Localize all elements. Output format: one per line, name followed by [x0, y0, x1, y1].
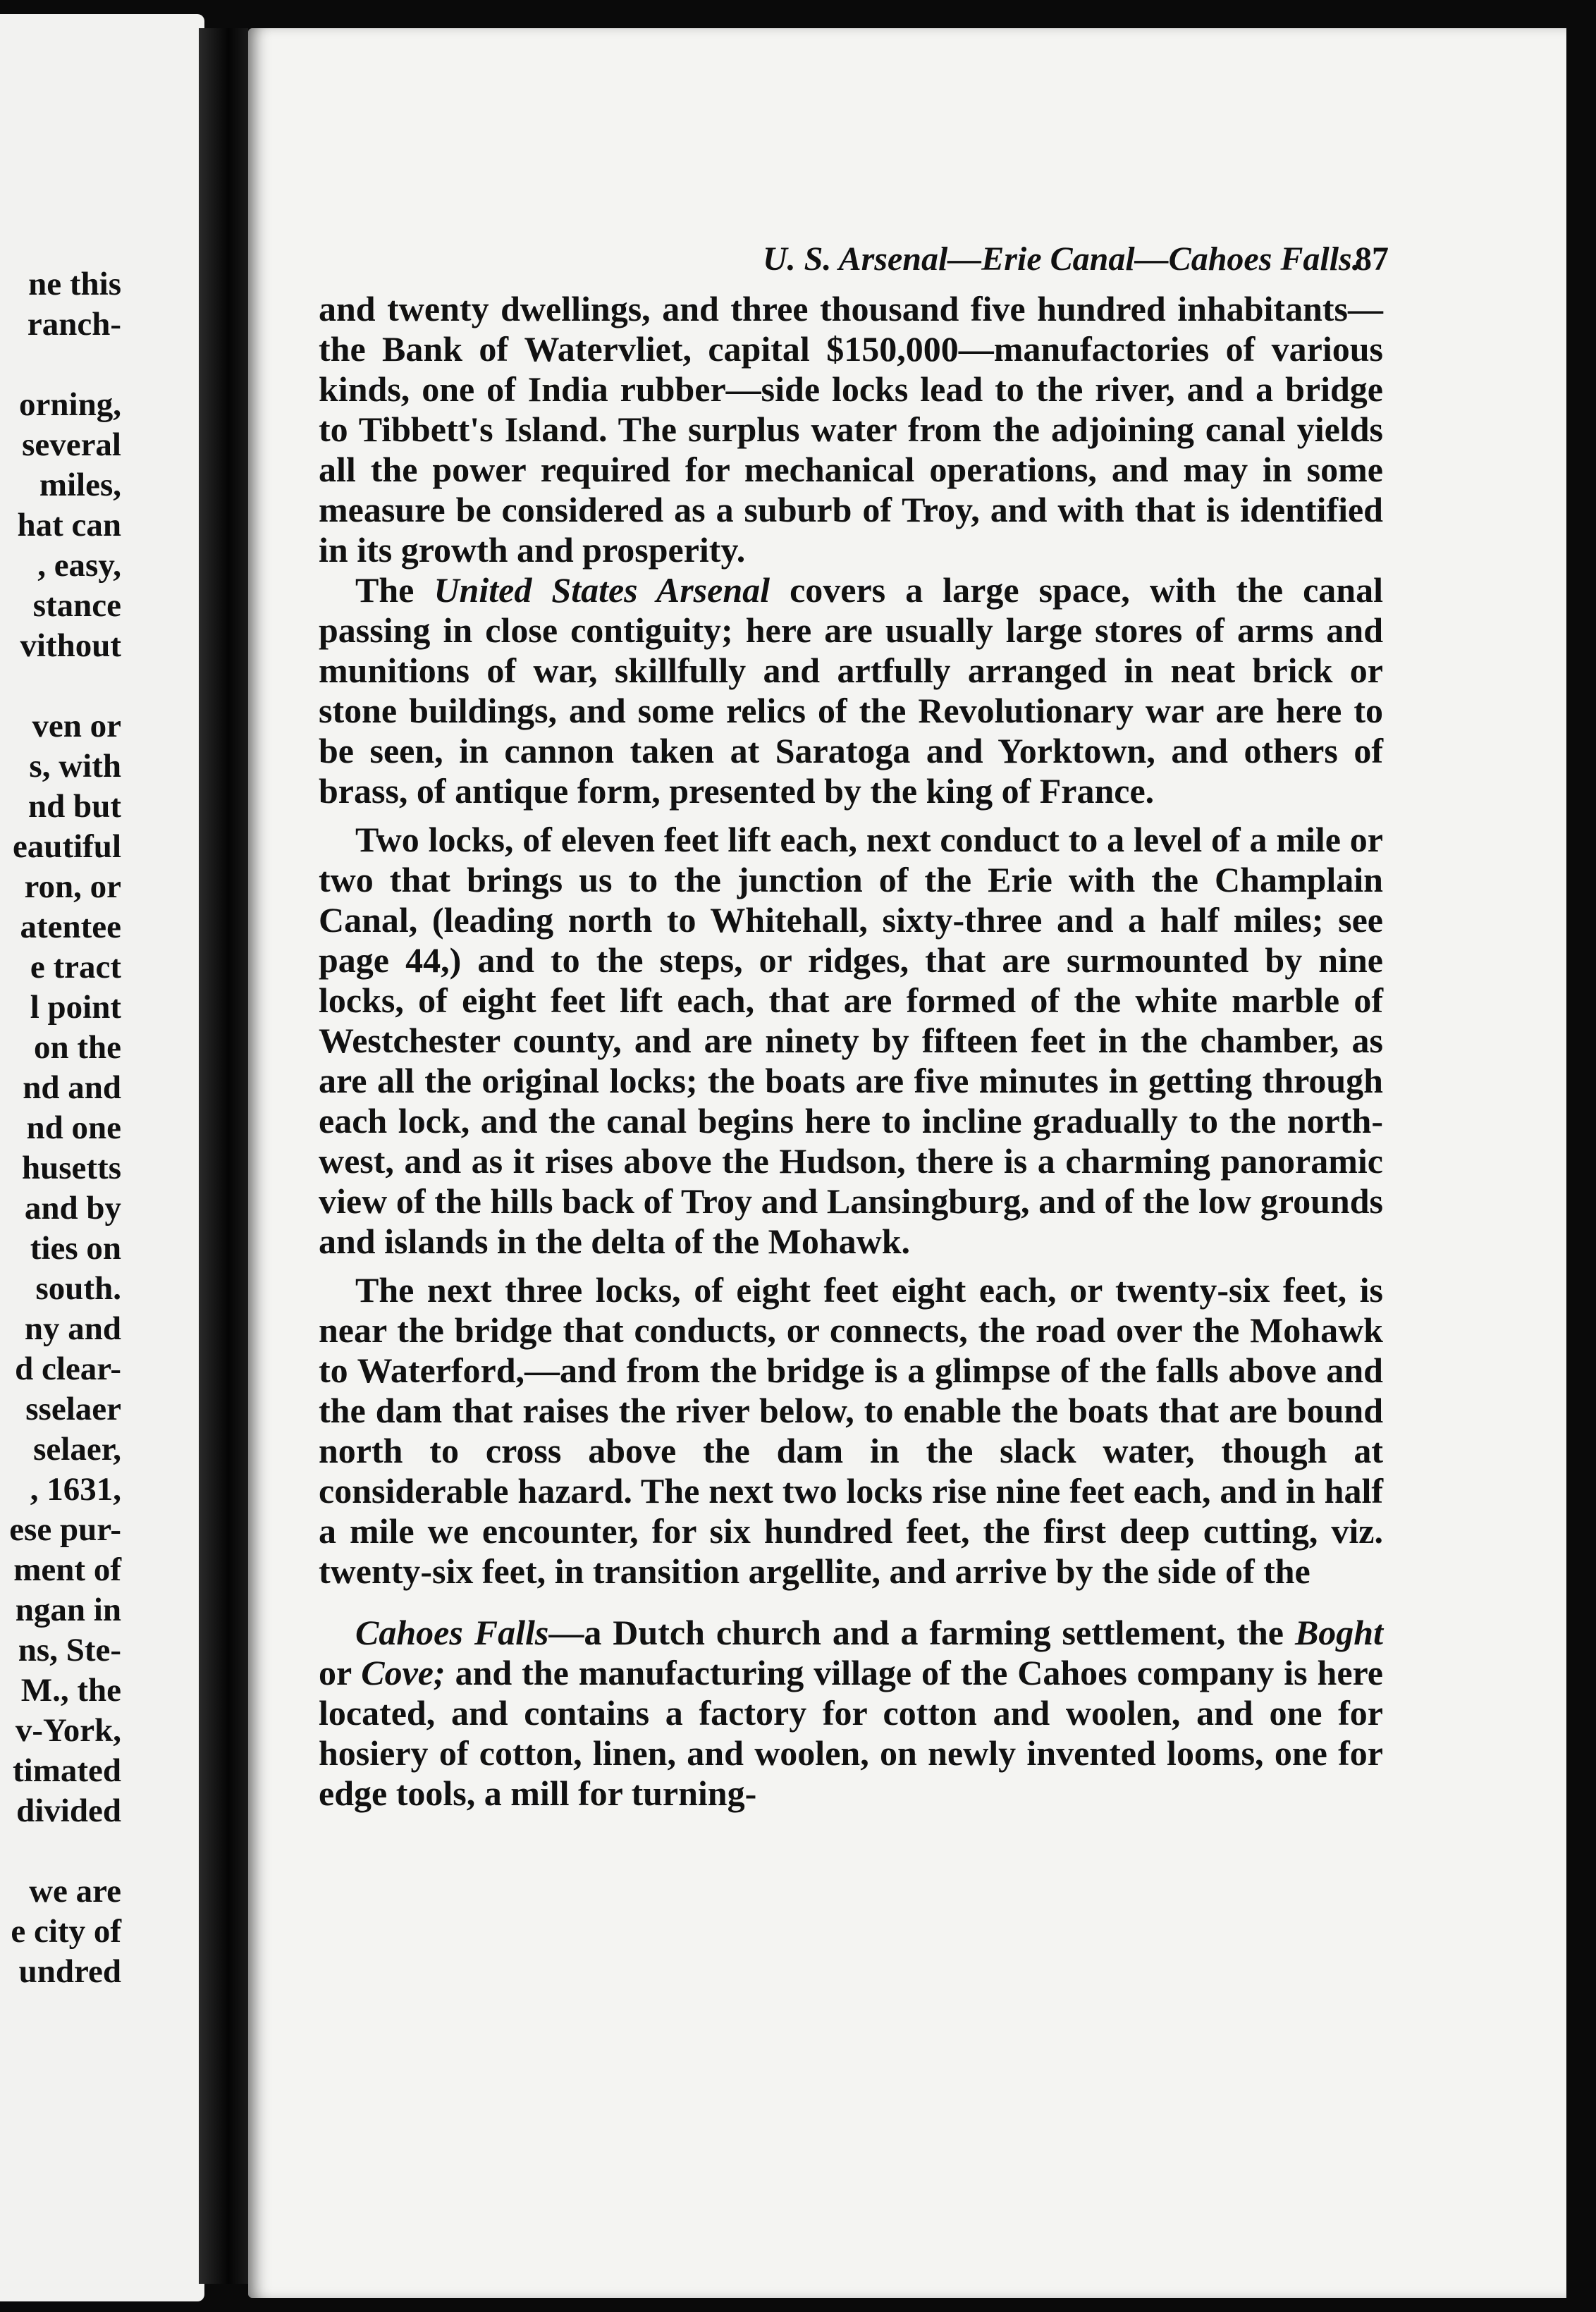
left-page-text-fragment: selaer,: [33, 1431, 121, 1468]
left-page-text-fragment: M., the: [20, 1672, 121, 1709]
left-page-text-fragment: , 1631,: [30, 1471, 121, 1508]
left-page-text-fragment: divided: [16, 1793, 121, 1829]
left-page-text-fragment: l point: [30, 989, 121, 1026]
para5-text-1: —a Dutch church and a farming settlement, the: [548, 1613, 1295, 1652]
left-page-text-fragment: nd and: [23, 1069, 121, 1106]
left-page-text-fragment: ny and: [24, 1310, 121, 1347]
left-page-text-fragment: ties on: [30, 1230, 121, 1267]
left-page-text-fragment: e city of: [11, 1913, 121, 1950]
left-page-text-fragment: , easy,: [37, 547, 121, 584]
left-page-text-fragment: stance: [32, 587, 121, 624]
paragraph-4: The next three locks, of eight feet eight each, or twenty-six feet, is near the bridge that conducts, or connects, the road over the Mohawk to Waterford,—and from the bridge is a glimpse of the falls above and the dam that raises the river below, to enable the boats that are bound north to cross above the dam in the slack water, though at considerable hazard. The next two locks rise nine feet each, and in half a mile we encounter, for six hundred feet, the first deep cutting, viz. twenty-six feet, in transition argellite, and arrive by the side of the: [319, 1270, 1383, 1591]
right-page: [248, 28, 1566, 2298]
left-page-text-fragment: several: [22, 426, 121, 463]
body-text: [319, 289, 1383, 1814]
left-page-text-fragment: husetts: [21, 1150, 121, 1186]
left-page-text-fragment: s, with: [29, 748, 121, 785]
left-page-text-fragment: ranch-: [27, 306, 121, 343]
left-page-text-fragment: sselaer: [25, 1391, 121, 1427]
left-page-text-fragment: ven or: [32, 708, 121, 744]
para5-text-2: or: [319, 1653, 362, 1692]
left-page-text-fragment: d clear-: [15, 1351, 121, 1387]
left-page-text-fragment: ron, or: [24, 868, 121, 905]
left-page-text-fragment: orning,: [19, 386, 121, 423]
paragraph-5: [319, 1613, 1383, 1814]
left-page-text-fragment: v-York,: [15, 1712, 121, 1749]
paragraph-3: Two locks, of eleven feet lift each, next conduct to a level of a mile or two that brings us to the junction of the Erie with the Champlain Canal, (leading north to Whitehall, sixty-three and a half miles; see page 44,) and to the steps, or ridges, that are surmounted by nine locks, of eight feet lift each, that are formed of the white marble of Westchester county, and are ninety by fifteen feet in the chamber, as are all the original locks; the boats are five minutes in getting through each lock, and the canal begins here to incline gradually to the north-west, and as it rises above the Hudson, there is a charming panoramic view of the hills back of Troy and Lansingburg, and of the low grounds and islands in the delta of the Mohawk.: [319, 820, 1383, 1261]
left-page-text-fragment: atentee: [20, 909, 121, 945]
left-page-text-fragment: on the: [33, 1029, 121, 1066]
left-page-text-fragment: and by: [24, 1190, 121, 1226]
left-page-text-fragment: ne this: [28, 266, 121, 302]
paragraph-1: and twenty dwellings, and three thousand five hundred inhabitants—the Bank of Watervliet, capital $150,000—manufactories of various kinds, one of India rubber—side locks lead to the river, and a bridge to Tibbett's Island. The surplus water from the adjoining canal yields all the power required for mechanical operations, and may in some measure be considered as a suburb of Troy, and with that is identified in its growth and prosperity.: [319, 289, 1383, 570]
running-head: U. S. Arsenal—Erie Canal—Cahoes Falls.: [763, 240, 1361, 278]
left-page-text-fragment: e tract: [30, 949, 121, 985]
left-page: [0, 14, 204, 2301]
left-page-text-fragment: vithout: [20, 627, 121, 664]
left-page-text-fragment: ns, Ste-: [18, 1632, 121, 1668]
para5-italic-cove: Cove;: [361, 1653, 446, 1692]
left-page-text-fragment: south.: [35, 1270, 121, 1307]
left-page-text-fragment: eautiful: [12, 828, 121, 865]
page-number: 87: [1355, 240, 1389, 278]
left-page-text-fragment: ment of: [13, 1551, 121, 1588]
book-gutter: [199, 28, 248, 2284]
left-page-text-fragment: hat can: [17, 507, 121, 543]
para5-italic-cahoes-falls: Cahoes Falls: [355, 1613, 549, 1652]
para5-italic-boght: Boght: [1294, 1613, 1383, 1652]
left-page-text-fragment: undred: [18, 1953, 121, 1990]
left-page-text-fragment: miles,: [39, 467, 121, 503]
left-page-text-fragment: ese pur-: [9, 1511, 121, 1548]
para2-italic-united-states-arsenal: United States Arsenal: [434, 570, 771, 610]
para5-text-3: and the manufacturing village of the Cahoes company is here located, and contains a factory for cotton and woolen, and one for hosiery of cotton, linen, and woolen, on newly invented looms, one for edge tools, a mill for turning-: [319, 1653, 1383, 1813]
paragraph-2: [319, 570, 1383, 811]
para2-lead: The: [355, 570, 434, 610]
left-page-text-fragment: nd one: [26, 1109, 121, 1146]
para2-rest: covers a large space, with the canal passing in close contiguity; here are usually large stores of arms and munitions of war, skillfully and artfully arranged in neat brick or stone buildings, and some relics of the Revolutionary war are here to be seen, in cannon taken at Saratoga and Yorktown, and others of brass, of antique form, presented by the king of France.: [319, 570, 1384, 811]
left-page-text-fragment: timated: [12, 1752, 121, 1789]
left-page-text-fragment: we are: [29, 1873, 121, 1910]
left-page-text-fragment: ngan in: [15, 1592, 121, 1628]
left-page-text-fragment: nd but: [28, 788, 121, 825]
